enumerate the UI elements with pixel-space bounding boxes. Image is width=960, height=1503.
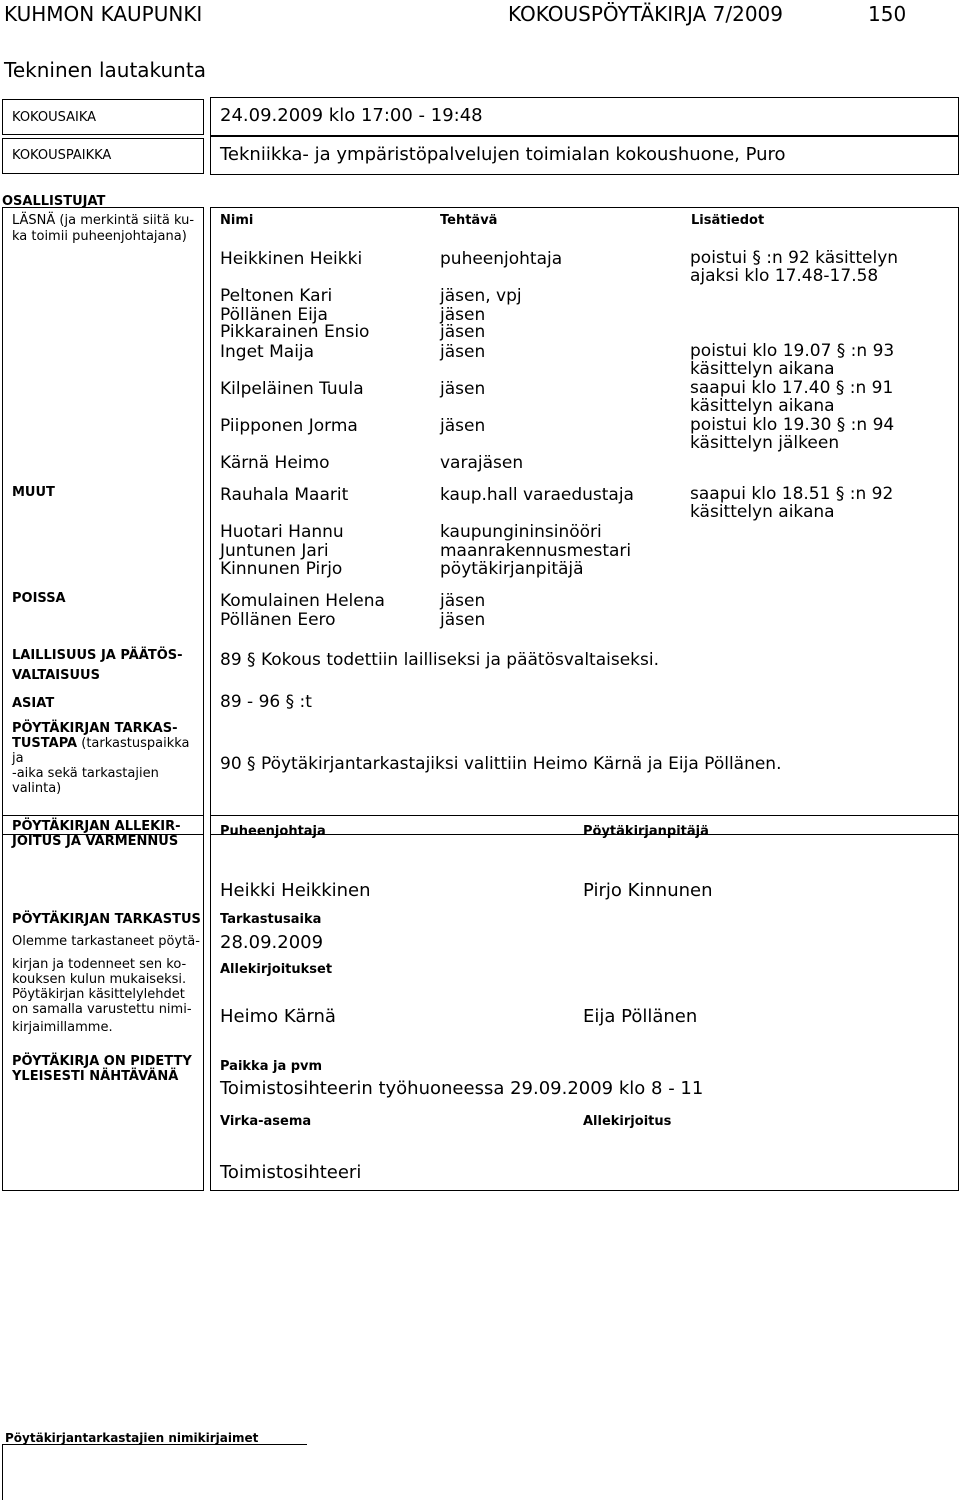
present-info-line1: poistui klo 19.30 § :n 94	[690, 415, 895, 435]
position-label: Virka-asema	[220, 1114, 312, 1129]
present-role: jäsen	[440, 379, 486, 399]
inspection-method-label-rest: (tarkastuspaikka	[77, 736, 190, 751]
signature-label: Allekirjoitus	[583, 1114, 672, 1129]
present-info	[690, 416, 894, 452]
absent-name: Pöllänen Eero	[220, 610, 336, 630]
inspection-text-line1: Olemme tarkastaneet pöytä-	[12, 934, 200, 949]
inspection-method-label-line3: ja	[12, 751, 24, 766]
others-name: Rauhala Maarit	[220, 485, 349, 505]
others-label: MUUT	[12, 485, 55, 500]
others-role: kaup.hall varaedustaja	[440, 485, 634, 505]
present-name: Kilpeläinen Tuula	[220, 379, 364, 399]
inspection-method-label-line4: -aika sekä tarkastajien	[12, 766, 159, 781]
present-info-line2: käsittelyn jälkeen	[690, 433, 840, 453]
absent-role: jäsen	[440, 591, 486, 611]
position-value: Toimistosihteeri	[220, 1162, 362, 1183]
participants-label: OSALLISTUJAT	[2, 194, 106, 209]
matters-text: 89 - 96 § :t	[220, 692, 312, 712]
present-role: puheenjohtaja	[440, 249, 563, 269]
page-number: 150	[868, 2, 907, 26]
present-name: Kärnä Heimo	[220, 453, 330, 473]
inspection-text-line2: kirjan ja todenneet sen ko-	[12, 957, 187, 972]
public-place-value: Toimistosihteerin työhuoneessa 29.09.2009 klo 8 - 11	[220, 1078, 704, 1099]
column-header-role: Tehtävä	[440, 213, 498, 228]
others-info-line2: käsittelyn aikana	[690, 502, 835, 522]
present-info	[690, 342, 894, 378]
chair-label: Puheenjohtaja	[220, 824, 326, 839]
present-label-line1: LÄSNÄ (ja merkintä siitä ku-	[12, 213, 195, 228]
committee-name: Tekninen lautakunta	[4, 58, 206, 82]
present-info-line2: käsittelyn aikana	[690, 359, 835, 379]
present-role: varajäsen	[440, 453, 524, 473]
present-name: Inget Maija	[220, 342, 315, 362]
others-name: Huotari Hannu	[220, 522, 344, 542]
present-info-line2: ajaksi klo 17.48-17.58	[690, 266, 879, 286]
inspection-method-label-line5: valinta)	[12, 781, 62, 796]
others-info	[690, 485, 893, 521]
signatures-label: Allekirjoitukset	[220, 962, 333, 977]
legality-label-line2: VALTAISUUS	[12, 668, 100, 683]
present-name: Peltonen Kari	[220, 286, 333, 306]
initials-box	[2, 1444, 307, 1500]
chair-name: Heikki Heikkinen	[220, 880, 371, 901]
present-info-line1: saapui klo 17.40 § :n 91	[690, 378, 894, 398]
inspection-method-label-bold: TUSTAPA	[12, 736, 78, 751]
meeting-place-value: Tekniikka- ja ympäristöpalvelujen toimialan kokoushuone, Puro	[220, 144, 786, 165]
meeting-time-value: 24.09.2009 klo 17:00 - 19:48	[220, 105, 483, 126]
others-info-line1: saapui klo 18.51 § :n 92	[690, 484, 894, 504]
inspection-text-line4: Pöytäkirjan käsittelylehdet	[12, 987, 185, 1002]
present-role: jäsen	[440, 342, 486, 362]
column-header-info: Lisätiedot	[691, 213, 765, 228]
others-name: Juntunen Jari	[220, 541, 329, 561]
others-role: maanrakennusmestari	[440, 541, 632, 561]
present-name: Pöllänen Eija	[220, 305, 328, 325]
column-header-name: Nimi	[220, 213, 254, 228]
present-label-line2: ka toimii puheenjohtajana)	[12, 229, 187, 244]
present-name: Pikkarainen Ensio	[220, 322, 370, 342]
others-role: pöytäkirjanpitäjä	[440, 559, 584, 579]
meeting-place-label: KOKOUSPAIKKA	[12, 148, 112, 163]
present-info-line1: poistui § :n 92 käsittelyn	[690, 248, 899, 268]
present-role: jäsen	[440, 416, 486, 436]
right-content-box-lower	[210, 815, 959, 1191]
inspection-method-label-line2	[12, 736, 190, 751]
inspection-label: PÖYTÄKIRJAN TARKASTUS	[12, 912, 201, 927]
present-info	[690, 249, 898, 285]
public-label-line2: YLEISESTI NÄHTÄVÄNÄ	[12, 1069, 179, 1084]
inspection-text-line3: kouksen kulun mukaiseksi.	[12, 972, 187, 987]
present-info-line2: käsittelyn aikana	[690, 396, 835, 416]
public-place-label: Paikka ja pvm	[220, 1059, 323, 1074]
document-type: KOKOUSPÖYTÄKIRJA 7/2009	[508, 2, 783, 26]
legality-text: 89 § Kokous todettiin lailliseksi ja päätösvaltaiseksi.	[220, 650, 660, 670]
public-label-line1: PÖYTÄKIRJA ON PIDETTY	[12, 1054, 192, 1069]
inspection-method-text: 90 § Pöytäkirjantarkastajiksi valittiin Heimo Kärnä ja Eija Pöllänen.	[220, 754, 782, 774]
secretary-name: Pirjo Kinnunen	[583, 880, 713, 901]
inspection-text-line5: on samalla varustettu nimi-	[12, 1002, 192, 1017]
present-info	[690, 379, 893, 415]
inspection-method-label-line1: PÖYTÄKIRJAN TARKAS-	[12, 721, 178, 736]
absent-name: Komulainen Helena	[220, 591, 385, 611]
matters-label: ASIAT	[12, 696, 55, 711]
inspection-date-label: Tarkastusaika	[220, 912, 322, 927]
inspector-1-name: Heimo Kärnä	[220, 1006, 336, 1027]
absent-role: jäsen	[440, 610, 486, 630]
signing-label-line2: JOITUS JA VARMENNUS	[12, 834, 179, 849]
present-name: Heikkinen Heikki	[220, 249, 363, 269]
inspection-text-line6: kirjaimillamme.	[12, 1020, 113, 1035]
legality-label-line1: LAILLISUUS JA PÄÄTÖS-	[12, 648, 183, 663]
inspector-2-name: Eija Pöllänen	[583, 1006, 698, 1027]
present-name: Piipponen Jorma	[220, 416, 358, 436]
others-role: kaupungininsinööri	[440, 522, 602, 542]
others-name: Kinnunen Pirjo	[220, 559, 343, 579]
present-info-line1: poistui klo 19.07 § :n 93	[690, 341, 895, 361]
meeting-time-label: KOKOUSAIKA	[12, 110, 97, 125]
absent-label: POISSA	[12, 591, 66, 606]
secretary-label: Pöytäkirjanpitäjä	[583, 824, 709, 839]
present-role: jäsen, vpj	[440, 286, 522, 306]
initials-label: Pöytäkirjantarkastajien nimikirjaimet	[5, 1431, 259, 1445]
present-role: jäsen	[440, 305, 486, 325]
inspection-date-value: 28.09.2009	[220, 932, 324, 953]
present-role: jäsen	[440, 322, 486, 342]
signing-label-line1: PÖYTÄKIRJAN ALLEKIR-	[12, 819, 181, 834]
municipality-name: KUHMON KAUPUNKI	[4, 2, 203, 26]
